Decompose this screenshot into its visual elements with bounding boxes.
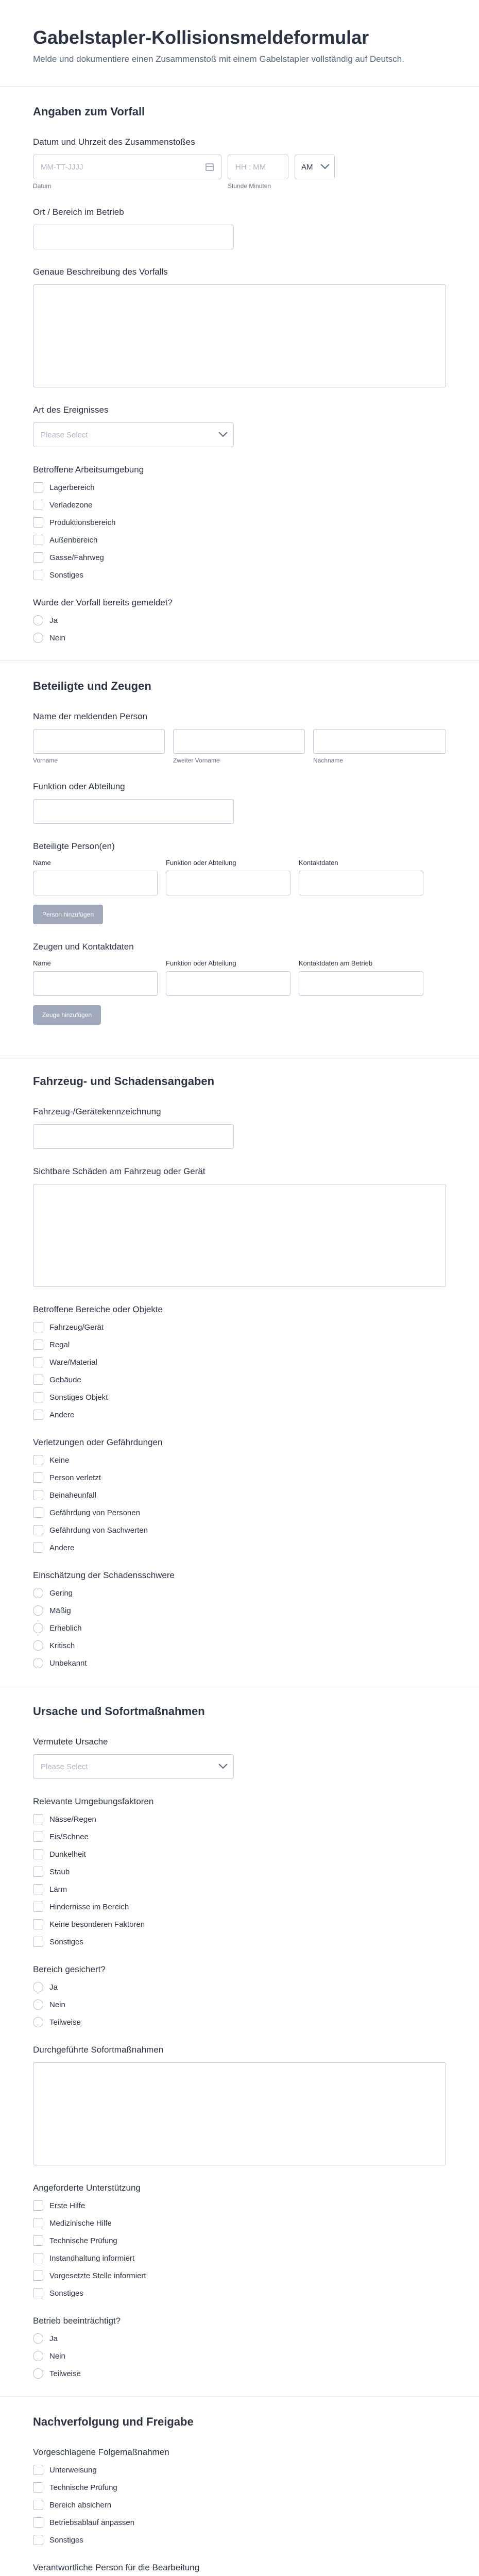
section-title: Ursache und Sofortmaßnahmen — [33, 1705, 205, 1718]
vehicle-input[interactable] — [33, 1124, 234, 1149]
section-title: Fahrzeug- und Schadensangaben — [33, 1075, 215, 1088]
event-type-question — [33, 405, 446, 447]
measures-textarea[interactable] — [33, 2062, 446, 2165]
option-label: Bereich absichern — [49, 2500, 112, 2510]
event-type-select[interactable] — [33, 422, 234, 447]
section-title: Angaben zum Vorfall — [33, 105, 145, 118]
responsible-question — [33, 2563, 446, 2576]
checkbox-option[interactable] — [33, 1472, 446, 1483]
column-header: Name — [33, 959, 51, 968]
measures-question — [33, 2045, 446, 2165]
checkbox[interactable] — [33, 1814, 43, 1824]
column-header: Funktion oder Abteilung — [166, 859, 236, 867]
radio-button[interactable] — [33, 1982, 43, 1992]
damage-textarea[interactable] — [33, 1184, 446, 1287]
question-label: Datum und Uhrzeit des Zusammenstoßes — [33, 137, 195, 147]
function-question — [33, 782, 446, 824]
form-title: Gabelstapler-Kollisionsmeldeformular — [33, 27, 369, 48]
option-label: Sonstiges — [49, 2289, 83, 2298]
option-label: Gefährdung von Sachwerten — [49, 1526, 148, 1535]
cause-select[interactable] — [33, 1754, 234, 1779]
question-label: Ort / Bereich im Betrieb — [33, 207, 124, 217]
radio-option[interactable] — [33, 1588, 446, 1598]
form-header — [0, 0, 479, 86]
section-vehicle — [0, 1075, 479, 1668]
radio-button[interactable] — [33, 2351, 43, 2361]
question-label: Zeugen und Kontaktdaten — [33, 942, 134, 952]
radio-button[interactable] — [33, 633, 43, 643]
radio-button[interactable] — [33, 1623, 43, 1633]
checkbox-option[interactable] — [33, 2517, 446, 2528]
radio-button[interactable] — [33, 2368, 43, 2379]
option-label: Keine besonderen Faktoren — [49, 1920, 145, 1929]
option-label: Ja — [49, 616, 58, 625]
checkbox-option[interactable] — [33, 1867, 446, 1877]
table-header — [33, 859, 446, 867]
checkbox[interactable] — [33, 1357, 43, 1367]
option-label: Eis/Schnee — [49, 1832, 89, 1841]
column-header: Kontaktdaten am Betrieb — [299, 959, 373, 968]
checkbox-option[interactable] — [33, 1375, 446, 1385]
checkbox-option[interactable] — [33, 2535, 446, 2545]
injuries-question — [33, 1437, 446, 1553]
checkbox[interactable] — [33, 2270, 43, 2281]
question-label: Einschätzung der Schadensschwere — [33, 1570, 175, 1581]
radio-option[interactable] — [33, 1623, 446, 1633]
radio-option[interactable] — [33, 615, 446, 625]
radio-option[interactable] — [33, 1605, 446, 1616]
checkbox[interactable] — [33, 535, 43, 545]
checkbox-option[interactable] — [33, 1543, 446, 1553]
add-person-button[interactable]: Person hinzufügen — [33, 905, 103, 924]
involved-function-input[interactable] — [166, 871, 290, 895]
checkbox-option[interactable] — [33, 500, 446, 510]
checkbox[interactable] — [33, 1375, 43, 1385]
checkbox-option[interactable] — [33, 1849, 446, 1859]
checkbox[interactable] — [33, 1832, 43, 1842]
table-header — [33, 959, 446, 967]
section-title: Beteiligte und Zeugen — [33, 680, 151, 693]
checkbox[interactable] — [33, 2500, 43, 2510]
checkbox[interactable] — [33, 552, 43, 563]
radio-option[interactable] — [33, 2351, 446, 2361]
checkbox[interactable] — [33, 1849, 43, 1859]
question-label: Art des Ereignisses — [33, 405, 109, 415]
option-label: Teilweise — [49, 2369, 81, 2378]
checkbox-option[interactable] — [33, 1392, 446, 1402]
reported-question — [33, 598, 446, 643]
question-label: Beteiligte Person(en) — [33, 841, 115, 852]
incident-date-field[interactable] — [33, 155, 221, 179]
option-label: Instandhaltung informiert — [49, 2253, 135, 2263]
incident-time-field[interactable] — [228, 155, 288, 179]
question-label: Fahrzeug-/Gerätekennzeichnung — [33, 1107, 161, 1117]
sub-label: Zweiter Vorname — [173, 757, 220, 765]
checkbox-option[interactable] — [33, 535, 446, 545]
option-label: Nein — [49, 2351, 65, 2361]
option-label: Medizinische Hilfe — [49, 2218, 112, 2228]
checkbox[interactable] — [33, 1455, 43, 1465]
witness-contact-input[interactable] — [299, 971, 423, 996]
checkbox-option[interactable] — [33, 1340, 446, 1350]
radio-option[interactable] — [33, 2017, 446, 2027]
radio-button[interactable] — [33, 1999, 43, 2010]
option-label: Sonstiges Objekt — [49, 1393, 108, 1402]
option-label: Gasse/Fahrweg — [49, 553, 104, 562]
section-incident — [0, 105, 479, 643]
radio-option[interactable] — [33, 633, 446, 643]
checkbox-option[interactable] — [33, 1525, 446, 1535]
question-label: Relevante Umgebungsfaktoren — [33, 1797, 154, 1807]
option-label: Erheblich — [49, 1623, 82, 1633]
involved-question — [33, 841, 446, 924]
option-label: Sonstiges — [49, 1937, 83, 1946]
cause-question — [33, 1737, 446, 1779]
checkbox[interactable] — [33, 500, 43, 510]
checkbox-option[interactable] — [33, 1455, 446, 1465]
select-placeholder: Please Select — [41, 430, 88, 439]
severity-question — [33, 1570, 446, 1668]
option-label: Nässe/Regen — [49, 1815, 96, 1824]
checkbox-option[interactable] — [33, 1919, 446, 1929]
option-label: Nein — [49, 633, 65, 642]
radio-button[interactable] — [33, 1658, 43, 1668]
checkbox[interactable] — [33, 2288, 43, 2298]
checkbox-option[interactable] — [33, 2253, 446, 2263]
question-label: Bereich gesichert? — [33, 1964, 106, 1975]
checkbox[interactable] — [33, 1867, 43, 1877]
last-name-input[interactable] — [313, 729, 446, 754]
question-label: Vermutete Ursache — [33, 1737, 108, 1747]
option-label: Teilweise — [49, 2018, 81, 2027]
option-label: Verladezone — [49, 500, 93, 510]
option-label: Gering — [49, 1588, 73, 1598]
radio-option[interactable] — [33, 1658, 446, 1668]
section-people — [0, 680, 479, 1025]
question-label: Funktion oder Abteilung — [33, 782, 125, 792]
sub-label: Datum — [33, 182, 52, 190]
environment-question — [33, 465, 446, 580]
checkbox-option[interactable] — [33, 570, 446, 580]
option-label: Ja — [49, 1982, 58, 1992]
ampm-value: AM — [301, 162, 313, 172]
reporter-question — [33, 711, 446, 764]
option-label: Fahrzeug/Gerät — [49, 1323, 104, 1332]
checkbox[interactable] — [33, 1937, 43, 1947]
checkbox-option[interactable] — [33, 1884, 446, 1894]
sub-label: Stunde Minuten — [228, 182, 271, 190]
checkbox-option[interactable] — [33, 1832, 446, 1842]
question-label: Sichtbare Schäden am Fahrzeug oder Gerät — [33, 1166, 206, 1177]
section-cause — [0, 1705, 479, 2379]
datetime-question — [33, 137, 446, 190]
checkbox[interactable] — [33, 1525, 43, 1535]
secured-question — [33, 1964, 446, 2027]
column-header: Name — [33, 859, 51, 867]
checkbox-option[interactable] — [33, 2500, 446, 2510]
question-label: Betrieb beeinträchtigt? — [33, 2316, 121, 2326]
option-label: Regal — [49, 1340, 70, 1349]
involved-contact-input[interactable] — [299, 871, 423, 895]
checkbox[interactable] — [33, 2482, 43, 2493]
sub-label: Vorname — [33, 757, 58, 765]
first-name-input[interactable] — [33, 729, 165, 754]
radio-option[interactable] — [33, 1999, 446, 2010]
checkbox[interactable] — [33, 2200, 43, 2211]
witness-function-input[interactable] — [166, 971, 290, 996]
chevron-down-icon — [321, 160, 330, 169]
checkbox[interactable] — [33, 1919, 43, 1929]
option-label: Sonstiges — [49, 570, 83, 580]
checkbox[interactable] — [33, 2235, 43, 2246]
factors-question — [33, 1797, 446, 1947]
function-input[interactable] — [33, 799, 234, 824]
checkbox-option[interactable] — [33, 1937, 446, 1947]
checkbox-option[interactable] — [33, 2218, 446, 2228]
involved-name-input[interactable] — [33, 871, 158, 895]
option-label: Erste Hilfe — [49, 2201, 85, 2210]
checkbox[interactable] — [33, 1884, 43, 1894]
checkbox[interactable] — [33, 1490, 43, 1500]
checkbox-option[interactable] — [33, 552, 446, 563]
radio-button[interactable] — [33, 2333, 43, 2344]
form-description: Melde und dokumentiere einen Zusammenstoß mit einem Gabelstapler vollständig auf Deutsch. — [33, 54, 404, 64]
radio-button[interactable] — [33, 615, 43, 625]
checkbox[interactable] — [33, 1472, 43, 1483]
checkbox[interactable] — [33, 2253, 43, 2263]
calendar-icon[interactable] — [206, 163, 214, 171]
option-label: Keine — [49, 1455, 70, 1465]
option-label: Beinaheunfall — [49, 1490, 96, 1500]
question-label: Angeforderte Unterstützung — [33, 2183, 141, 2193]
sub-label: Nachname — [313, 757, 344, 765]
followup-question — [33, 2447, 446, 2545]
section-divider — [0, 2396, 479, 2397]
question-label: Wurde der Vorfall bereits gemeldet? — [33, 598, 173, 608]
radio-option[interactable] — [33, 1982, 446, 1992]
question-label: Betroffene Arbeitsumgebung — [33, 465, 144, 475]
option-label: Außenbereich — [49, 535, 98, 545]
chevron-down-icon — [219, 428, 228, 437]
option-label: Unbekannt — [49, 1658, 87, 1668]
section-divider — [0, 660, 479, 661]
checkbox-option[interactable] — [33, 2270, 446, 2281]
description-textarea[interactable] — [33, 284, 446, 387]
checkbox[interactable] — [33, 2218, 43, 2228]
checkbox[interactable] — [33, 1410, 43, 1420]
checkbox[interactable] — [33, 570, 43, 580]
question-label: Verantwortliche Person für die Bearbeitung — [33, 2563, 200, 2573]
option-label: Ja — [49, 2334, 58, 2343]
checkbox-option[interactable] — [33, 1410, 446, 1420]
witnesses-question — [33, 942, 446, 1025]
radio-button[interactable] — [33, 1640, 43, 1651]
checkbox-option[interactable] — [33, 1357, 446, 1367]
question-label: Verletzungen oder Gefährdungen — [33, 1437, 163, 1448]
option-label: Person verletzt — [49, 1473, 101, 1482]
checkbox-option[interactable] — [33, 2288, 446, 2298]
option-label: Kritisch — [49, 1641, 75, 1650]
section-followup — [0, 2415, 479, 2576]
option-label: Nein — [49, 2000, 65, 2009]
description-question — [33, 267, 446, 387]
damage-question — [33, 1166, 446, 1287]
checkbox[interactable] — [33, 1392, 43, 1402]
ampm-select[interactable] — [295, 155, 335, 179]
option-label: Sonstiges — [49, 2535, 83, 2545]
question-label: Name der meldenden Person — [33, 711, 148, 722]
checkbox-option[interactable] — [33, 1507, 446, 1518]
checkbox[interactable] — [33, 1322, 43, 1332]
checkbox-option[interactable] — [33, 2200, 446, 2211]
select-placeholder: Please Select — [41, 1762, 88, 1771]
radio-button[interactable] — [33, 1605, 43, 1616]
option-label: Technische Prüfung — [49, 2483, 117, 2492]
checkbox-option[interactable] — [33, 1902, 446, 1912]
checkbox[interactable] — [33, 2517, 43, 2528]
question-label: Vorgeschlagene Folgemaßnahmen — [33, 2447, 169, 2458]
checkbox-option[interactable] — [33, 2465, 446, 2475]
witness-name-input[interactable] — [33, 971, 158, 996]
checkbox[interactable] — [33, 517, 43, 528]
checkbox[interactable] — [33, 2535, 43, 2545]
option-label: Vorgesetzte Stelle informiert — [49, 2271, 146, 2280]
location-question — [33, 207, 446, 249]
option-label: Mäßig — [49, 1606, 71, 1615]
checkbox-option[interactable] — [33, 1322, 446, 1332]
option-label: Technische Prüfung — [49, 2236, 117, 2245]
option-label: Dunkelheit — [49, 1850, 86, 1859]
radio-option[interactable] — [33, 2368, 446, 2379]
checkbox-option[interactable] — [33, 1814, 446, 1824]
middle-name-input[interactable] — [173, 729, 305, 754]
checkbox[interactable] — [33, 1543, 43, 1553]
option-label: Lagerbereich — [49, 483, 95, 492]
chevron-down-icon — [219, 1760, 228, 1769]
checkbox-option[interactable] — [33, 482, 446, 493]
radio-option[interactable] — [33, 1640, 446, 1651]
radio-option[interactable] — [33, 2333, 446, 2344]
checkbox-option[interactable] — [33, 1490, 446, 1500]
option-label: Andere — [49, 1410, 75, 1419]
support-question — [33, 2183, 446, 2298]
radio-button[interactable] — [33, 1588, 43, 1598]
checkbox-option[interactable] — [33, 2482, 446, 2493]
impaired-question — [33, 2316, 446, 2379]
section-divider — [0, 86, 479, 87]
option-label: Betriebsablauf anpassen — [49, 2518, 135, 2527]
checkbox[interactable] — [33, 1507, 43, 1518]
question-label: Durchgeführte Sofortmaßnahmen — [33, 2045, 164, 2055]
checkbox-option[interactable] — [33, 2235, 446, 2246]
option-label: Produktionsbereich — [49, 518, 116, 527]
option-label: Gefährdung von Personen — [49, 1508, 140, 1517]
date-placeholder: MM-TT-JJJJ — [41, 162, 83, 172]
option-label: Gebäude — [49, 1375, 81, 1384]
checkbox-option[interactable] — [33, 517, 446, 528]
column-header: Funktion oder Abteilung — [166, 959, 236, 968]
option-label: Andere — [49, 1543, 75, 1552]
column-header: Kontaktdaten — [299, 859, 338, 867]
checkbox[interactable] — [33, 1340, 43, 1350]
option-label: Staub — [49, 1867, 70, 1876]
option-label: Unterweisung — [49, 2465, 97, 2475]
areas-question — [33, 1304, 446, 1420]
question-label: Genaue Beschreibung des Vorfalls — [33, 267, 168, 277]
radio-button[interactable] — [33, 2017, 43, 2027]
question-label: Betroffene Bereiche oder Objekte — [33, 1304, 163, 1315]
option-label: Lärm — [49, 1885, 67, 1894]
option-label: Hindernisse im Bereich — [49, 1902, 129, 1911]
checkbox[interactable] — [33, 2465, 43, 2475]
add-witness-button[interactable]: Zeuge hinzufügen — [33, 1005, 101, 1025]
vehicle-question — [33, 1107, 446, 1149]
location-input[interactable] — [33, 225, 234, 249]
checkbox[interactable] — [33, 482, 43, 493]
section-title: Nachverfolgung und Freigabe — [33, 2415, 194, 2429]
checkbox[interactable] — [33, 1902, 43, 1912]
option-label: Ware/Material — [49, 1358, 97, 1367]
